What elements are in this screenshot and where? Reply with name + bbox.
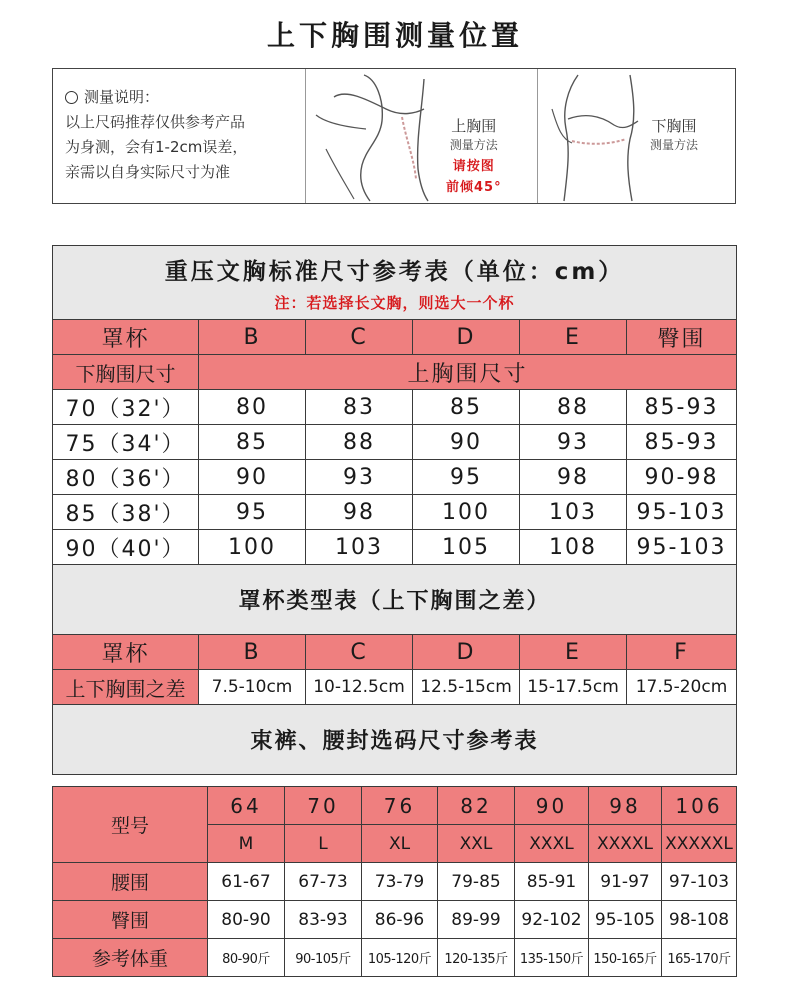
cup-cell: B	[199, 320, 306, 355]
note-line: 亲需以自身实际尺寸为准	[65, 163, 231, 181]
waist-cell: 61-67	[208, 863, 285, 901]
measurement-notes	[65, 85, 247, 185]
weight-cell: 150-165斤	[589, 939, 662, 977]
weight-cell: 80-90斤	[208, 939, 285, 977]
table-row	[53, 939, 737, 977]
table-row	[53, 530, 737, 565]
diff-cell: 15-17.5cm	[520, 670, 627, 705]
weight-cell: 165-170斤	[662, 939, 737, 977]
size-cell: 98	[520, 460, 627, 495]
upper-bust-illustration	[306, 69, 456, 203]
size-cell: 100	[413, 495, 520, 530]
model-label: 型号	[53, 787, 208, 863]
size-code-cell: L	[285, 825, 362, 863]
size-code-cell: XXL	[438, 825, 515, 863]
size-cell: 90	[199, 460, 306, 495]
cup-type-title: 罩杯类型表（上下胸围之差）	[53, 565, 737, 635]
under-bust-figure	[537, 69, 735, 203]
diff-cell: 17.5-20cm	[627, 670, 737, 705]
weight-cell: 90-105斤	[285, 939, 362, 977]
table-row	[53, 901, 737, 939]
size-code-cell: XXXXL	[589, 825, 662, 863]
size-cell: 95	[413, 460, 520, 495]
hip-cell: 98-108	[662, 901, 737, 939]
circle-icon	[65, 91, 78, 104]
upper-bust-label	[446, 117, 502, 197]
diff-cell: 7.5-10cm	[199, 670, 306, 705]
bra-table-note: 注：若选择长文胸，则选大一个杯	[274, 293, 515, 312]
upper-bust-figure	[305, 69, 537, 203]
code-cell: 98	[589, 787, 662, 825]
weight-cell: 135-150斤	[515, 939, 589, 977]
cup-label: 罩杯	[53, 320, 199, 355]
code-cell: 70	[285, 787, 362, 825]
note-line: 以上尺码推荐仅供参考产品	[65, 113, 246, 131]
size-cell: 85-93	[627, 425, 737, 460]
size-cell: 103	[306, 530, 413, 565]
code-cell: 76	[362, 787, 438, 825]
size-cell: 103	[520, 495, 627, 530]
cup-type-cell: B	[199, 635, 306, 670]
upper-bust-text: 上胸围	[451, 117, 497, 135]
under-bust-cell: 75（34'）	[53, 425, 199, 460]
size-code-cell: M	[208, 825, 285, 863]
hip-cell: 83-93	[285, 901, 362, 939]
size-cell: 95-103	[627, 530, 737, 565]
hip-cell: 89-99	[438, 901, 515, 939]
arm-label: 臀围	[627, 320, 737, 355]
diff-cell: 12.5-15cm	[413, 670, 520, 705]
notes-title: 测量说明：	[84, 88, 160, 106]
cup-cell: E	[520, 320, 627, 355]
bra-size-table	[52, 245, 737, 775]
code-cell: 106	[662, 787, 737, 825]
table-row	[53, 863, 737, 901]
table-row	[53, 460, 737, 495]
weight-cell: 120-135斤	[438, 939, 515, 977]
under-bust-cell: 85（38'）	[53, 495, 199, 530]
under-bust-sub: 测量方法	[650, 138, 699, 152]
cup-type-cell: F	[627, 635, 737, 670]
table-row	[53, 495, 737, 530]
under-bust-size-label: 下胸围尺寸	[53, 355, 199, 390]
under-bust-label	[650, 117, 698, 155]
cup-type-cell: E	[520, 635, 627, 670]
table-row	[53, 390, 737, 425]
waist-cell: 67-73	[285, 863, 362, 901]
cup-cell: D	[413, 320, 520, 355]
code-cell: 82	[438, 787, 515, 825]
size-cell: 85	[413, 390, 520, 425]
pants-table-title: 束裤、腰封选码尺寸参考表	[53, 705, 737, 775]
size-cell: 93	[306, 460, 413, 495]
size-cell: 85-93	[627, 390, 737, 425]
note-line: 为身测，会有1-2cm误差，	[65, 138, 248, 156]
upper-bust-hint-1: 请按图	[452, 159, 495, 174]
waist-cell: 85-91	[515, 863, 589, 901]
size-cell: 85	[199, 425, 306, 460]
diff-cell: 10-12.5cm	[306, 670, 413, 705]
size-cell: 90-98	[627, 460, 737, 495]
size-cell: 93	[520, 425, 627, 460]
size-cell: 88	[306, 425, 413, 460]
upper-bust-size-label: 上胸围尺寸	[199, 355, 737, 390]
cup-cell: C	[306, 320, 413, 355]
diff-label: 上下胸围之差	[53, 670, 199, 705]
hip-cell: 80-90	[208, 901, 285, 939]
waist-cell: 79-85	[438, 863, 515, 901]
measurement-guide	[52, 68, 736, 204]
bra-table-header	[53, 246, 737, 320]
page-title: 上下胸围测量位置	[266, 19, 523, 52]
waist-cell: 97-103	[662, 863, 737, 901]
under-bust-cell: 90（40'）	[53, 530, 199, 565]
upper-bust-sub: 测量方法	[449, 138, 498, 152]
under-bust-cell: 80（36'）	[53, 460, 199, 495]
hip-cell: 92-102	[515, 901, 589, 939]
table-row	[53, 425, 737, 460]
waist-label: 腰围	[53, 863, 208, 901]
pants-size-table	[52, 786, 737, 977]
cup-label: 罩杯	[53, 635, 199, 670]
cup-type-cell: D	[413, 635, 520, 670]
size-cell: 90	[413, 425, 520, 460]
weight-cell: 105-120斤	[362, 939, 438, 977]
waist-cell: 73-79	[362, 863, 438, 901]
size-code-cell: XXXL	[515, 825, 589, 863]
cup-type-cell: C	[306, 635, 413, 670]
upper-bust-hint-2: 前倾45°	[446, 180, 502, 195]
code-cell: 64	[208, 787, 285, 825]
hip-cell: 95-105	[589, 901, 662, 939]
weight-label: 参考体重	[53, 939, 208, 977]
size-cell: 95	[199, 495, 306, 530]
size-cell: 88	[520, 390, 627, 425]
under-bust-text: 下胸围	[651, 117, 697, 135]
hip-label: 臀围	[53, 901, 208, 939]
size-cell: 83	[306, 390, 413, 425]
size-code-cell: XXXXXL	[662, 825, 737, 863]
size-cell: 80	[199, 390, 306, 425]
size-cell: 95-103	[627, 495, 737, 530]
under-bust-illustration	[538, 69, 648, 203]
code-cell: 90	[515, 787, 589, 825]
size-cell: 98	[306, 495, 413, 530]
size-code-cell: XL	[362, 825, 438, 863]
size-cell: 105	[413, 530, 520, 565]
hip-cell: 86-96	[362, 901, 438, 939]
under-bust-cell: 70（32'）	[53, 390, 199, 425]
size-cell: 100	[199, 530, 306, 565]
size-cell: 108	[520, 530, 627, 565]
bra-table-title: 重压文胸标准尺寸参考表（单位：cm）	[164, 258, 625, 285]
waist-cell: 91-97	[589, 863, 662, 901]
